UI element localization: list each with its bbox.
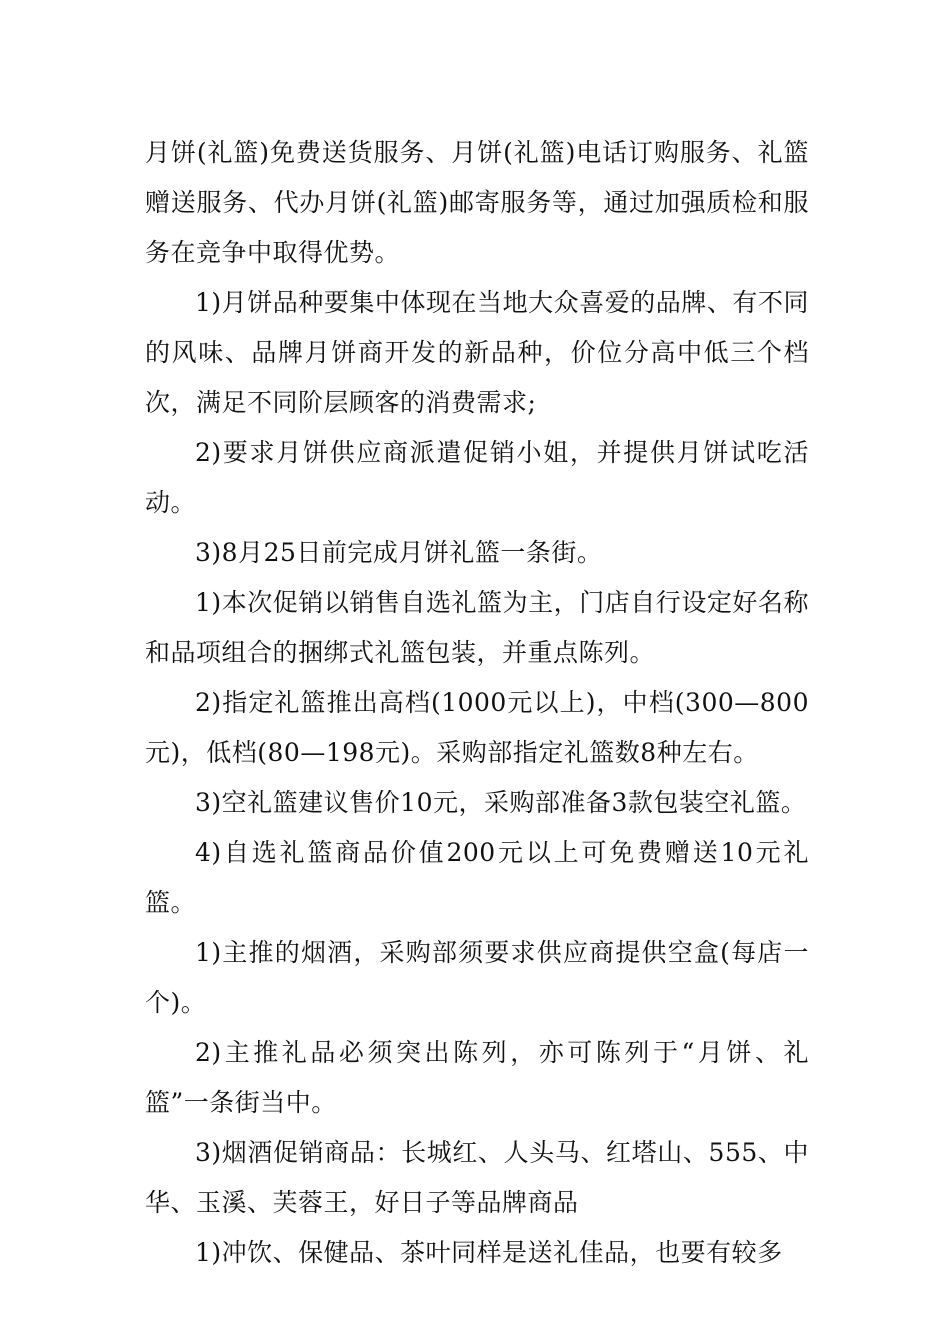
document-body xyxy=(145,128,809,1278)
paragraph-tobacco-brands: 3)烟酒促销商品：长城红、人头马、红塔山、555、中华、玉溪、芙蓉王，好日子等品牌商品 xyxy=(145,1138,809,1217)
paragraph-gift-basket-street: 3)8月25日前完成月饼礼篮一条街。 xyxy=(195,538,603,567)
paragraph-basket-price-tiers: 2)指定礼篮推出高档(1000元以上)，中档(300—800元)，低档(80—198元)。采购部指定礼篮数8种左右。 xyxy=(145,688,809,767)
paragraph-intro-services: 月饼(礼篮)免费送货服务、月饼(礼篮)电话订购服务、礼篮赠送服务、代办月饼(礼篮)邮寄服务等，通过加强质检和服务在竞争中取得优势。 xyxy=(145,138,809,267)
paragraph-mooncake-varieties: 1)月饼品种要集中体现在当地大众喜爱的品牌、有不同的风味、品牌月饼商开发的新品种，价位分高中低三个档次，满足不同阶层顾客的消费需求; xyxy=(145,288,809,417)
paragraph-promotion-staff: 2)要求月饼供应商派遣促销小姐，并提供月饼试吃活动。 xyxy=(145,438,809,517)
paragraph-tobacco-empty-boxes: 1)主推的烟酒，采购部须要求供应商提供空盒(每店一个)。 xyxy=(145,938,809,1017)
paragraph-featured-display: 2)主推礼品必须突出陈列，亦可陈列于“月饼、礼篮”一条街当中。 xyxy=(145,1038,809,1117)
paragraph-empty-basket-price: 3)空礼篮建议售价10元，采购部准备3款包装空礼篮。 xyxy=(195,788,807,817)
paragraph-self-select-baskets: 1)本次促销以销售自选礼篮为主，门店自行设定好名称和品项组合的捆绑式礼篮包装，并重点陈列。 xyxy=(145,588,809,667)
paragraph-drinks-health-tea: 1)冲饮、保健品、茶叶同样是送礼佳品，也要有较多 xyxy=(195,1238,783,1267)
paragraph-free-basket-offer: 4)自选礼篮商品价值200元以上可免费赠送10元礼篮。 xyxy=(145,838,809,917)
